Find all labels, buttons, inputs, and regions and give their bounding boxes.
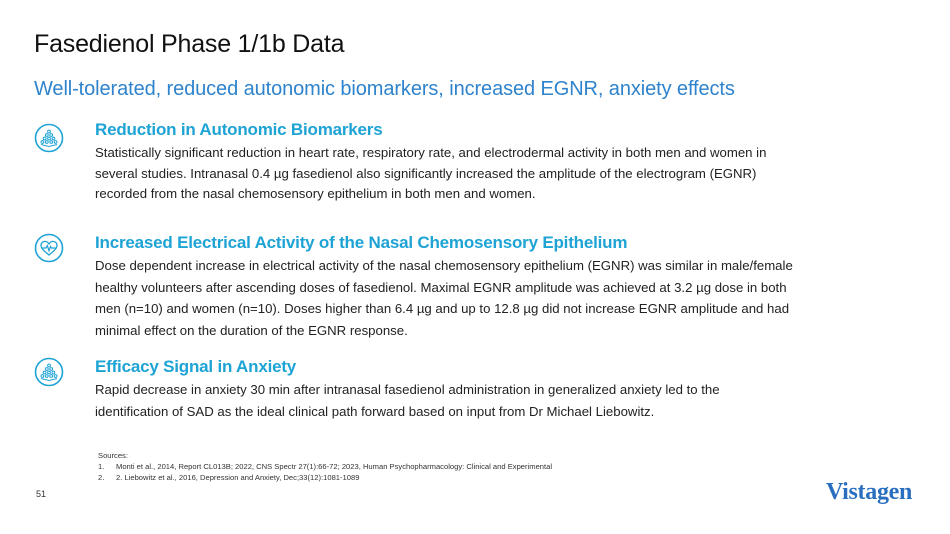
source-number: 2. bbox=[98, 473, 105, 482]
molecule-pyramid-icon bbox=[34, 357, 64, 387]
section-body bbox=[95, 379, 875, 423]
body-line: Statistically significant reduction in heart rate, respiratory rate, and electrodermal activity in both men and women in bbox=[95, 145, 767, 160]
section-body bbox=[95, 255, 875, 341]
body-line: recorded from the nasal chemosensory epithelium in both men and women. bbox=[95, 186, 536, 201]
section-heading: Increased Electrical Activity of the Nasal Chemosensory Epithelium bbox=[95, 233, 628, 252]
section-body bbox=[95, 143, 875, 205]
slide-title: Fasedienol Phase 1/1b Data bbox=[34, 30, 345, 58]
source-item bbox=[98, 472, 552, 483]
body-line: Dose dependent increase in electrical activity of the nasal chemosensory epithelium (EGNR) was similar in male/female bbox=[95, 258, 793, 273]
molecule-pyramid-icon bbox=[34, 123, 64, 153]
section-heading: Reduction in Autonomic Biomarkers bbox=[95, 120, 383, 139]
source-text: Monti et al., 2014, Report CL013B; 2022, CNS Spectr 27(1):66-72; 2023, Human Psychopharmacology: Clinical and Experimental bbox=[116, 462, 553, 471]
body-line: minimal effect on the duration of the EGNR response. bbox=[95, 322, 408, 338]
source-number: 1. bbox=[98, 462, 105, 471]
slide-subtitle: Well-tolerated, reduced autonomic biomarkers, increased EGNR, anxiety effects bbox=[34, 78, 735, 100]
sources-footnote bbox=[98, 450, 552, 483]
body-line: identification of SAD as the ideal clinical path forward based on input from Dr Michael Liebowitz. bbox=[95, 404, 655, 419]
page-number: 51 bbox=[36, 489, 47, 499]
body-line: several studies. Intranasal 0.4 µg fasedienol also significantly increased the amplitude of the electrogram (EGNR) bbox=[95, 165, 757, 181]
section-heading: Efficacy Signal in Anxiety bbox=[95, 357, 297, 376]
body-line: healthy volunteers after ascending doses of fasedienol. Maximal EGNR amplitude was achieved at 3.2 µg dose in both bbox=[95, 279, 787, 295]
source-item bbox=[98, 461, 552, 472]
body-line: Rapid decrease in anxiety 30 min after intranasal fasedienol administration in generalized anxiety led to the bbox=[95, 382, 720, 397]
sources-label: Sources: bbox=[98, 451, 128, 460]
body-line: men (n=10) and women (n=10). Doses higher than 6.4 µg and up to 12.8 µg did not increase EGNR amplitude and had bbox=[95, 301, 790, 316]
source-text: 2. Liebowitz et al., 2016, Depression and Anxiety, Dec;33(12):1081-1089 bbox=[116, 473, 360, 482]
heart-pulse-icon bbox=[34, 233, 64, 263]
vistagen-logo: Vistagen bbox=[826, 479, 913, 505]
